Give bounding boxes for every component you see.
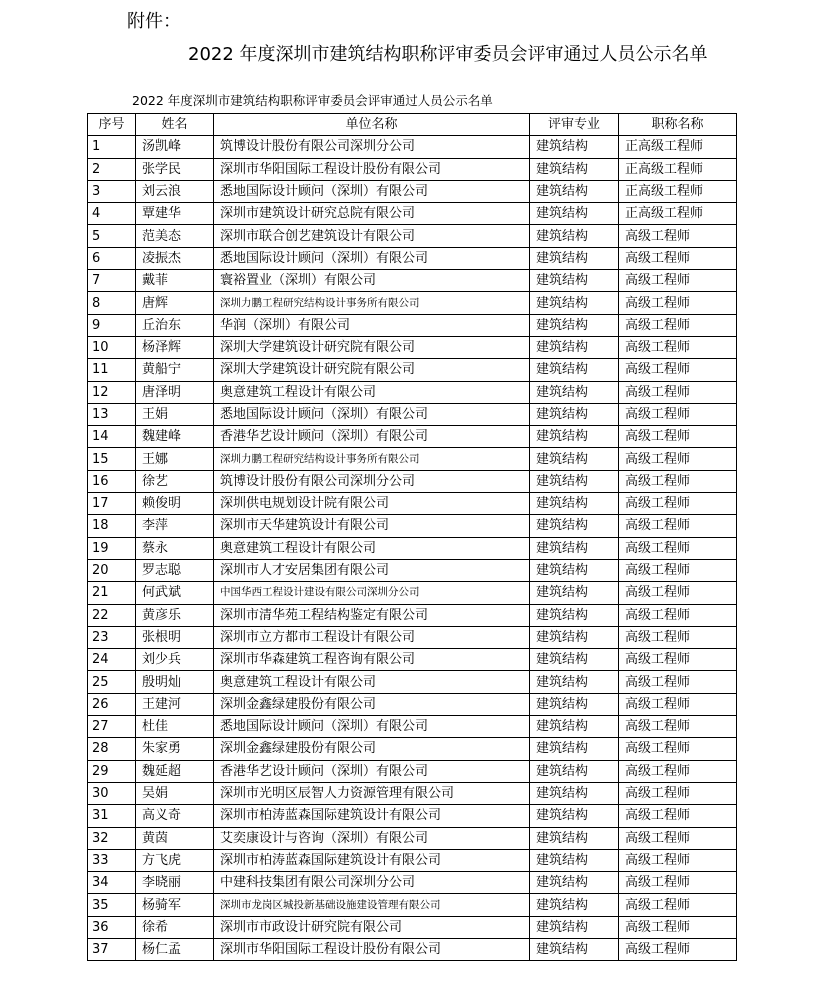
cell-title: 高级工程师	[619, 649, 737, 671]
cell-name: 王建河	[136, 693, 214, 715]
cell-unit: 深圳金鑫绿建股份有限公司	[214, 738, 530, 760]
table-row	[88, 559, 737, 581]
cell-no: 1	[88, 136, 136, 158]
cell-name: 张根明	[136, 626, 214, 648]
cell-name: 徐艺	[136, 470, 214, 492]
cell-major: 建筑结构	[530, 559, 619, 581]
table-row	[88, 381, 737, 403]
cell-major: 建筑结构	[530, 225, 619, 247]
cell-name: 何武斌	[136, 582, 214, 604]
cell-major: 建筑结构	[530, 938, 619, 960]
cell-title: 高级工程师	[619, 381, 737, 403]
cell-title: 正高级工程师	[619, 180, 737, 202]
table-row	[88, 470, 737, 492]
cell-major: 建筑结构	[530, 292, 619, 314]
cell-major: 建筑结构	[530, 203, 619, 225]
cell-title: 高级工程师	[619, 760, 737, 782]
cell-unit: 深圳市柏涛蓝森国际建筑设计有限公司	[214, 849, 530, 871]
table-row	[88, 537, 737, 559]
cell-unit: 悉地国际设计顾问（深圳）有限公司	[214, 180, 530, 202]
cell-name: 黄茵	[136, 827, 214, 849]
cell-title: 高级工程师	[619, 403, 737, 425]
cell-unit: 奥意建筑工程设计有限公司	[214, 381, 530, 403]
cell-name: 罗志聪	[136, 559, 214, 581]
cell-title: 高级工程师	[619, 916, 737, 938]
cell-title: 高级工程师	[619, 493, 737, 515]
cell-unit: 深圳市龙岗区城投新基础设施建设管理有限公司	[214, 894, 530, 916]
cell-title: 高级工程师	[619, 894, 737, 916]
cell-name: 杜佳	[136, 716, 214, 738]
table-row	[88, 270, 737, 292]
cell-title: 高级工程师	[619, 782, 737, 804]
cell-name: 李萍	[136, 515, 214, 537]
cell-name: 戴菲	[136, 270, 214, 292]
cell-no: 25	[88, 671, 136, 693]
cell-major: 建筑结构	[530, 827, 619, 849]
cell-no: 31	[88, 805, 136, 827]
table-row	[88, 938, 737, 960]
table-row	[88, 916, 737, 938]
cell-name: 黄彦乐	[136, 604, 214, 626]
table-row	[88, 782, 737, 804]
cell-no: 17	[88, 493, 136, 515]
cell-name: 高义奇	[136, 805, 214, 827]
table-row	[88, 716, 737, 738]
cell-unit: 深圳市天华建筑设计有限公司	[214, 515, 530, 537]
cell-unit: 筑博设计股份有限公司深圳分公司	[214, 136, 530, 158]
attachment-label: 附件：	[127, 11, 181, 32]
cell-no: 8	[88, 292, 136, 314]
cell-title: 高级工程师	[619, 426, 737, 448]
cell-no: 19	[88, 537, 136, 559]
cell-major: 建筑结构	[530, 582, 619, 604]
cell-major: 建筑结构	[530, 782, 619, 804]
cell-no: 29	[88, 760, 136, 782]
table-row	[88, 247, 737, 269]
cell-unit: 深圳市柏涛蓝森国际建筑设计有限公司	[214, 805, 530, 827]
cell-major: 建筑结构	[530, 314, 619, 336]
cell-title: 高级工程师	[619, 805, 737, 827]
cell-major: 建筑结构	[530, 359, 619, 381]
table-row	[88, 805, 737, 827]
table-row	[88, 225, 737, 247]
cell-no: 28	[88, 738, 136, 760]
cell-title: 高级工程师	[619, 827, 737, 849]
cell-no: 27	[88, 716, 136, 738]
cell-major: 建筑结构	[530, 671, 619, 693]
table-row	[88, 760, 737, 782]
cell-major: 建筑结构	[530, 626, 619, 648]
cell-unit: 深圳市建筑设计研究总院有限公司	[214, 203, 530, 225]
cell-no: 11	[88, 359, 136, 381]
table-row	[88, 403, 737, 425]
cell-unit: 深圳市市政设计研究院有限公司	[214, 916, 530, 938]
cell-no: 34	[88, 872, 136, 894]
cell-title: 高级工程师	[619, 470, 737, 492]
table-row	[88, 203, 737, 225]
cell-unit: 深圳市联合创艺建筑设计有限公司	[214, 225, 530, 247]
cell-name: 张学民	[136, 158, 214, 180]
cell-name: 丘治东	[136, 314, 214, 336]
cell-major: 建筑结构	[530, 872, 619, 894]
cell-title: 高级工程师	[619, 448, 737, 470]
table-row	[88, 515, 737, 537]
header-title: 职称名称	[619, 114, 737, 136]
cell-major: 建筑结构	[530, 158, 619, 180]
cell-name: 黄船宁	[136, 359, 214, 381]
cell-name: 汤凯峰	[136, 136, 214, 158]
cell-title: 高级工程师	[619, 336, 737, 358]
cell-no: 18	[88, 515, 136, 537]
cell-no: 15	[88, 448, 136, 470]
cell-name: 唐辉	[136, 292, 214, 314]
header-unit: 单位名称	[214, 114, 530, 136]
cell-name: 凌振杰	[136, 247, 214, 269]
cell-major: 建筑结构	[530, 336, 619, 358]
cell-title: 高级工程师	[619, 292, 737, 314]
cell-name: 杨泽辉	[136, 336, 214, 358]
cell-name: 杨仁孟	[136, 938, 214, 960]
table-row	[88, 649, 737, 671]
cell-unit: 奥意建筑工程设计有限公司	[214, 671, 530, 693]
cell-no: 7	[88, 270, 136, 292]
cell-major: 建筑结构	[530, 448, 619, 470]
cell-title: 高级工程师	[619, 270, 737, 292]
cell-no: 22	[88, 604, 136, 626]
cell-no: 10	[88, 336, 136, 358]
cell-no: 12	[88, 381, 136, 403]
cell-name: 朱家勇	[136, 738, 214, 760]
table-header-row	[88, 114, 737, 136]
header-major: 评审专业	[530, 114, 619, 136]
cell-no: 20	[88, 559, 136, 581]
cell-title: 高级工程师	[619, 716, 737, 738]
table-row	[88, 738, 737, 760]
cell-unit: 深圳市光明区辰智人力资源管理有限公司	[214, 782, 530, 804]
table-row	[88, 582, 737, 604]
cell-name: 徐希	[136, 916, 214, 938]
cell-no: 30	[88, 782, 136, 804]
cell-no: 21	[88, 582, 136, 604]
cell-name: 方飞虎	[136, 849, 214, 871]
cell-major: 建筑结构	[530, 470, 619, 492]
cell-major: 建筑结构	[530, 136, 619, 158]
cell-title: 高级工程师	[619, 247, 737, 269]
cell-unit: 深圳市华森建筑工程咨询有限公司	[214, 649, 530, 671]
cell-no: 36	[88, 916, 136, 938]
table-row	[88, 336, 737, 358]
cell-no: 6	[88, 247, 136, 269]
cell-name: 唐泽明	[136, 381, 214, 403]
cell-unit: 悉地国际设计顾问（深圳）有限公司	[214, 403, 530, 425]
table-caption: 2022 年度深圳市建筑结构职称评审委员会评审通过人员公示名单	[132, 93, 493, 108]
cell-title: 高级工程师	[619, 537, 737, 559]
table-row	[88, 180, 737, 202]
cell-major: 建筑结构	[530, 649, 619, 671]
cell-unit: 深圳市清华苑工程结构鉴定有限公司	[214, 604, 530, 626]
table-row	[88, 359, 737, 381]
cell-unit: 深圳市华阳国际工程设计股份有限公司	[214, 158, 530, 180]
cell-no: 23	[88, 626, 136, 648]
cell-no: 2	[88, 158, 136, 180]
approved-personnel-table	[87, 113, 737, 961]
table-row	[88, 158, 737, 180]
cell-title: 高级工程师	[619, 559, 737, 581]
cell-name: 吴娟	[136, 782, 214, 804]
cell-unit: 华润（深圳）有限公司	[214, 314, 530, 336]
table-row	[88, 493, 737, 515]
cell-name: 殷明灿	[136, 671, 214, 693]
cell-name: 李晓丽	[136, 872, 214, 894]
cell-name: 王娟	[136, 403, 214, 425]
table-row	[88, 849, 737, 871]
cell-title: 正高级工程师	[619, 203, 737, 225]
table-row	[88, 827, 737, 849]
cell-no: 16	[88, 470, 136, 492]
cell-name: 魏延超	[136, 760, 214, 782]
cell-unit: 深圳力鹏工程研究结构设计事务所有限公司	[214, 292, 530, 314]
cell-no: 3	[88, 180, 136, 202]
cell-title: 高级工程师	[619, 872, 737, 894]
cell-unit: 深圳力鹏工程研究结构设计事务所有限公司	[214, 448, 530, 470]
cell-no: 26	[88, 693, 136, 715]
cell-title: 高级工程师	[619, 849, 737, 871]
cell-no: 33	[88, 849, 136, 871]
table-row	[88, 604, 737, 626]
cell-unit: 中建科技集团有限公司深圳分公司	[214, 872, 530, 894]
cell-major: 建筑结构	[530, 693, 619, 715]
table-row	[88, 894, 737, 916]
cell-unit: 香港华艺设计顾问（深圳）有限公司	[214, 426, 530, 448]
cell-title: 高级工程师	[619, 604, 737, 626]
cell-major: 建筑结构	[530, 403, 619, 425]
cell-title: 正高级工程师	[619, 158, 737, 180]
cell-name: 覃建华	[136, 203, 214, 225]
cell-name: 刘云浪	[136, 180, 214, 202]
cell-unit: 奥意建筑工程设计有限公司	[214, 537, 530, 559]
cell-unit: 深圳供电规划设计院有限公司	[214, 493, 530, 515]
cell-title: 高级工程师	[619, 359, 737, 381]
cell-major: 建筑结构	[530, 180, 619, 202]
cell-unit: 寰裕置业（深圳）有限公司	[214, 270, 530, 292]
cell-name: 刘少兵	[136, 649, 214, 671]
cell-no: 9	[88, 314, 136, 336]
cell-major: 建筑结构	[530, 738, 619, 760]
cell-name: 蔡永	[136, 537, 214, 559]
cell-name: 杨骑军	[136, 894, 214, 916]
cell-major: 建筑结构	[530, 493, 619, 515]
header-name: 姓名	[136, 114, 214, 136]
cell-unit: 艾奕康设计与咨询（深圳）有限公司	[214, 827, 530, 849]
cell-major: 建筑结构	[530, 805, 619, 827]
cell-title: 高级工程师	[619, 314, 737, 336]
cell-major: 建筑结构	[530, 270, 619, 292]
table-row	[88, 292, 737, 314]
table-row	[88, 426, 737, 448]
cell-unit: 悉地国际设计顾问（深圳）有限公司	[214, 716, 530, 738]
document-title: 2022 年度深圳市建筑结构职称评审委员会评审通过人员公示名单	[188, 44, 708, 65]
cell-no: 37	[88, 938, 136, 960]
cell-major: 建筑结构	[530, 760, 619, 782]
cell-unit: 深圳市人才安居集团有限公司	[214, 559, 530, 581]
cell-title: 高级工程师	[619, 582, 737, 604]
cell-major: 建筑结构	[530, 381, 619, 403]
table-body	[88, 136, 737, 961]
table-row	[88, 448, 737, 470]
cell-title: 高级工程师	[619, 693, 737, 715]
header-no: 序号	[88, 114, 136, 136]
cell-title: 正高级工程师	[619, 136, 737, 158]
cell-unit: 深圳市立方都市工程设计有限公司	[214, 626, 530, 648]
cell-no: 32	[88, 827, 136, 849]
cell-title: 高级工程师	[619, 938, 737, 960]
cell-unit: 深圳大学建筑设计研究院有限公司	[214, 359, 530, 381]
table-row	[88, 693, 737, 715]
cell-title: 高级工程师	[619, 738, 737, 760]
cell-title: 高级工程师	[619, 225, 737, 247]
cell-major: 建筑结构	[530, 916, 619, 938]
table-row	[88, 314, 737, 336]
cell-major: 建筑结构	[530, 894, 619, 916]
cell-title: 高级工程师	[619, 515, 737, 537]
cell-no: 5	[88, 225, 136, 247]
cell-name: 范美态	[136, 225, 214, 247]
cell-name: 赖俊明	[136, 493, 214, 515]
cell-major: 建筑结构	[530, 426, 619, 448]
cell-unit: 筑博设计股份有限公司深圳分公司	[214, 470, 530, 492]
cell-no: 14	[88, 426, 136, 448]
table-row	[88, 136, 737, 158]
cell-major: 建筑结构	[530, 515, 619, 537]
cell-unit: 中国华西工程设计建设有限公司深圳分公司	[214, 582, 530, 604]
table-row	[88, 626, 737, 648]
table-row	[88, 872, 737, 894]
cell-major: 建筑结构	[530, 537, 619, 559]
cell-unit: 深圳金鑫绿建股份有限公司	[214, 693, 530, 715]
table-row	[88, 671, 737, 693]
cell-unit: 悉地国际设计顾问（深圳）有限公司	[214, 247, 530, 269]
cell-major: 建筑结构	[530, 849, 619, 871]
cell-title: 高级工程师	[619, 626, 737, 648]
cell-unit: 深圳大学建筑设计研究院有限公司	[214, 336, 530, 358]
cell-no: 13	[88, 403, 136, 425]
cell-no: 4	[88, 203, 136, 225]
cell-major: 建筑结构	[530, 716, 619, 738]
cell-no: 35	[88, 894, 136, 916]
cell-major: 建筑结构	[530, 247, 619, 269]
cell-no: 24	[88, 649, 136, 671]
cell-name: 魏建峰	[136, 426, 214, 448]
cell-unit: 深圳市华阳国际工程设计股份有限公司	[214, 938, 530, 960]
cell-unit: 香港华艺设计顾问（深圳）有限公司	[214, 760, 530, 782]
cell-name: 王娜	[136, 448, 214, 470]
cell-title: 高级工程师	[619, 671, 737, 693]
cell-major: 建筑结构	[530, 604, 619, 626]
